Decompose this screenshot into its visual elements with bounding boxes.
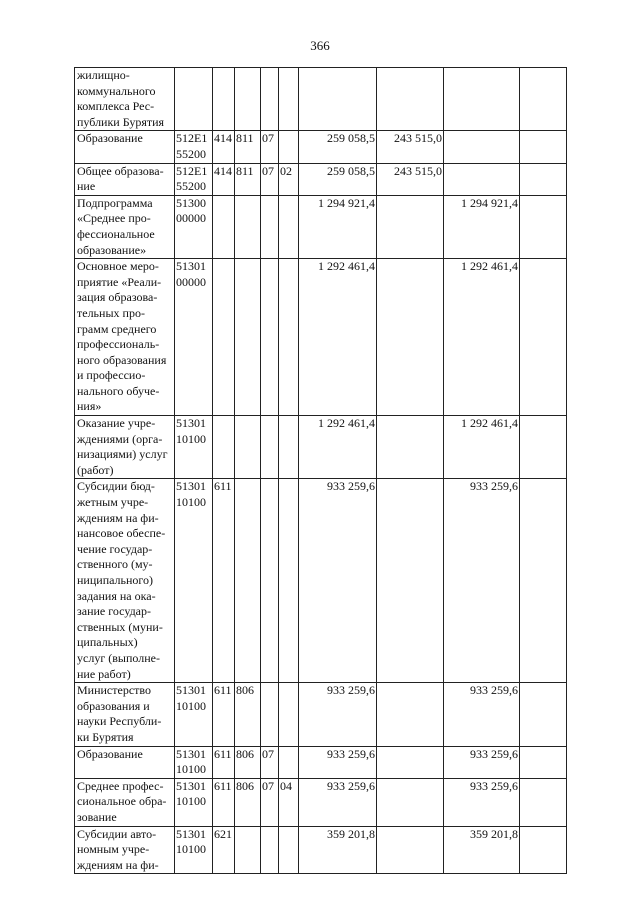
cell-csr: 51301 00000	[175, 259, 213, 416]
cell-pr: 02	[279, 163, 299, 195]
table-row	[75, 826, 567, 874]
cell-v4	[520, 68, 567, 131]
row-name-line: зание государ-	[77, 604, 151, 619]
cell-v3: 1 292 461,4	[444, 259, 520, 416]
cell-v4	[520, 259, 567, 416]
row-name-line: Образование	[77, 131, 143, 146]
row-name-line: низациями) услуг	[77, 447, 168, 462]
cell-csr: 51301 10100	[175, 683, 213, 746]
cell-v2	[377, 259, 444, 416]
cell-csr: 51301 10100	[175, 479, 213, 683]
cell-ved: 806	[235, 683, 261, 746]
table-row	[75, 479, 567, 683]
row-name-line: Основное меро-	[77, 259, 159, 274]
cell-v3: 933 259,6	[444, 746, 520, 778]
cell-grbs: 621	[213, 826, 235, 874]
cell-grbs: 611	[213, 778, 235, 826]
row-name-line: комплекса Рес-	[77, 99, 155, 114]
table-row	[75, 68, 567, 131]
table-row	[75, 746, 567, 778]
row-name-line: ственных (муни-	[77, 619, 163, 634]
cell-v1: 259 058,5	[299, 163, 377, 195]
cell-pr	[279, 826, 299, 874]
row-name-line: ния»	[77, 399, 102, 414]
table-row	[75, 416, 567, 479]
cell-v3	[444, 68, 520, 131]
row-name-line: ственного (му-	[77, 557, 153, 572]
row-name-line: ки Бурятия	[77, 729, 134, 744]
cell-ved	[235, 195, 261, 258]
cell-grbs	[213, 416, 235, 479]
cell-grbs	[213, 68, 235, 131]
row-name-line: Подпрограмма	[77, 195, 153, 210]
row-name-line: грамм среднего	[77, 321, 157, 336]
row-name-line: Субсидии бюд-	[77, 479, 155, 494]
cell-v2	[377, 683, 444, 746]
cell-pr	[279, 416, 299, 479]
cell-grbs: 611	[213, 746, 235, 778]
cell-rz	[261, 683, 279, 746]
row-name-cell	[75, 826, 175, 874]
cell-rz	[261, 416, 279, 479]
cell-v1: 933 259,6	[299, 746, 377, 778]
row-name-line: ципальных)	[77, 635, 138, 650]
cell-rz	[261, 259, 279, 416]
cell-v3: 1 294 921,4	[444, 195, 520, 258]
row-name-line: Среднее профес-	[77, 778, 164, 793]
cell-csr: 512Е1 55200	[175, 163, 213, 195]
cell-v3	[444, 163, 520, 195]
cell-v3: 359 201,8	[444, 826, 520, 874]
cell-rz: 07	[261, 131, 279, 163]
cell-rz: 07	[261, 746, 279, 778]
row-name-line: Министерство	[77, 683, 151, 698]
table-row	[75, 259, 567, 416]
cell-grbs: 611	[213, 683, 235, 746]
cell-ved	[235, 416, 261, 479]
cell-v2	[377, 826, 444, 874]
row-name-line: ждениями (орга-	[77, 431, 163, 446]
row-name-line: науки Республи-	[77, 714, 162, 729]
row-name-line: нального обуче-	[77, 383, 160, 398]
row-name-line: «Среднее про-	[77, 211, 151, 226]
row-name-cell	[75, 683, 175, 746]
cell-v2	[377, 195, 444, 258]
cell-v1: 933 259,6	[299, 479, 377, 683]
row-name-cell	[75, 778, 175, 826]
row-name-cell	[75, 68, 175, 131]
cell-v3: 933 259,6	[444, 683, 520, 746]
cell-csr: 51300 00000	[175, 195, 213, 258]
cell-csr: 51301 10100	[175, 778, 213, 826]
cell-v3	[444, 131, 520, 163]
cell-v1	[299, 68, 377, 131]
row-name-line: ние	[77, 179, 96, 194]
cell-ved	[235, 259, 261, 416]
row-name-cell	[75, 131, 175, 163]
table-row	[75, 163, 567, 195]
row-name-cell	[75, 163, 175, 195]
cell-v2	[377, 68, 444, 131]
cell-csr: 51301 10100	[175, 826, 213, 874]
row-name-line: ждениям на фи-	[77, 857, 159, 872]
cell-v4	[520, 195, 567, 258]
cell-csr: 51301 10100	[175, 416, 213, 479]
cell-v4	[520, 131, 567, 163]
cell-v2	[377, 746, 444, 778]
cell-v4	[520, 746, 567, 778]
cell-v2: 243 515,0	[377, 131, 444, 163]
row-name-line: образование»	[77, 242, 147, 257]
row-name-line: профессиональ-	[77, 337, 160, 352]
table-body	[75, 68, 567, 874]
cell-rz	[261, 479, 279, 683]
cell-rz: 07	[261, 778, 279, 826]
cell-pr	[279, 479, 299, 683]
cell-csr	[175, 68, 213, 131]
cell-v4	[520, 778, 567, 826]
row-name-line: услуг (выполне-	[77, 650, 160, 665]
row-name-line: номным учре-	[77, 842, 150, 857]
cell-v4	[520, 479, 567, 683]
cell-v1: 1 292 461,4	[299, 416, 377, 479]
cell-v3: 933 259,6	[444, 778, 520, 826]
cell-grbs: 414	[213, 131, 235, 163]
cell-pr	[279, 195, 299, 258]
cell-v1: 933 259,6	[299, 778, 377, 826]
cell-v1: 1 292 461,4	[299, 259, 377, 416]
row-name-line: жилищно-	[77, 68, 130, 82]
cell-rz	[261, 195, 279, 258]
cell-ved	[235, 479, 261, 683]
cell-v4	[520, 826, 567, 874]
cell-v1: 1 294 921,4	[299, 195, 377, 258]
row-name-line: зование	[77, 809, 117, 824]
cell-pr	[279, 131, 299, 163]
cell-v1: 359 201,8	[299, 826, 377, 874]
cell-v2	[377, 778, 444, 826]
row-name-line: задания на ока-	[77, 588, 156, 603]
row-name-line: образования и	[77, 698, 150, 713]
row-name-line: зация образова-	[77, 290, 158, 305]
cell-pr	[279, 746, 299, 778]
budget-table	[74, 67, 567, 874]
table-row	[75, 778, 567, 826]
row-name-line: жетным учре-	[77, 495, 149, 510]
cell-v4	[520, 683, 567, 746]
row-name-cell	[75, 746, 175, 778]
row-name-cell	[75, 195, 175, 258]
cell-ved: 806	[235, 778, 261, 826]
table-row	[75, 683, 567, 746]
cell-v1: 259 058,5	[299, 131, 377, 163]
cell-ved: 806	[235, 746, 261, 778]
cell-grbs: 414	[213, 163, 235, 195]
row-name-line: ние работ)	[77, 666, 131, 681]
cell-pr	[279, 68, 299, 131]
cell-v2	[377, 479, 444, 683]
cell-ved: 811	[235, 131, 261, 163]
cell-ved: 811	[235, 163, 261, 195]
cell-pr	[279, 683, 299, 746]
cell-grbs	[213, 259, 235, 416]
cell-ved	[235, 826, 261, 874]
cell-rz	[261, 826, 279, 874]
cell-grbs	[213, 195, 235, 258]
cell-v3: 933 259,6	[444, 479, 520, 683]
row-name-line: Общее образова-	[77, 163, 164, 178]
cell-pr: 04	[279, 778, 299, 826]
row-name-line: коммунального	[77, 83, 156, 98]
row-name-line: Образование	[77, 746, 143, 761]
row-name-line: чение государ-	[77, 541, 153, 556]
row-name-line: и профессио-	[77, 368, 146, 383]
row-name-line: тельных про-	[77, 305, 145, 320]
page-number: 366	[310, 38, 330, 53]
table-row	[75, 195, 567, 258]
row-name-line: Субсидии авто-	[77, 826, 157, 841]
cell-v1: 933 259,6	[299, 683, 377, 746]
cell-v3: 1 292 461,4	[444, 416, 520, 479]
row-name-line: нансовое обеспе-	[77, 526, 166, 541]
row-name-cell	[75, 479, 175, 683]
cell-v4	[520, 416, 567, 479]
row-name-cell	[75, 416, 175, 479]
row-name-line: ниципального)	[77, 573, 154, 587]
row-name-cell	[75, 259, 175, 416]
cell-grbs: 611	[213, 479, 235, 683]
row-name-line: ждениям на фи-	[77, 510, 159, 525]
cell-v4	[520, 163, 567, 195]
row-name-line: приятие «Реали-	[77, 274, 162, 289]
cell-pr	[279, 259, 299, 416]
cell-ved	[235, 68, 261, 131]
row-name-line: фессиональное	[77, 226, 155, 241]
cell-csr: 512Е1 55200	[175, 131, 213, 163]
cell-v2: 243 515,0	[377, 163, 444, 195]
row-name-line: сиональное обра-	[77, 794, 167, 809]
cell-rz: 07	[261, 163, 279, 195]
cell-csr: 51301 10100	[175, 746, 213, 778]
row-name-line: ного образования	[77, 352, 167, 367]
row-name-line: (работ)	[77, 462, 114, 477]
cell-v2	[377, 416, 444, 479]
row-name-line: Оказание учре-	[77, 416, 156, 431]
cell-rz	[261, 68, 279, 131]
row-name-line: публики Бурятия	[77, 114, 165, 129]
table-row	[75, 131, 567, 163]
